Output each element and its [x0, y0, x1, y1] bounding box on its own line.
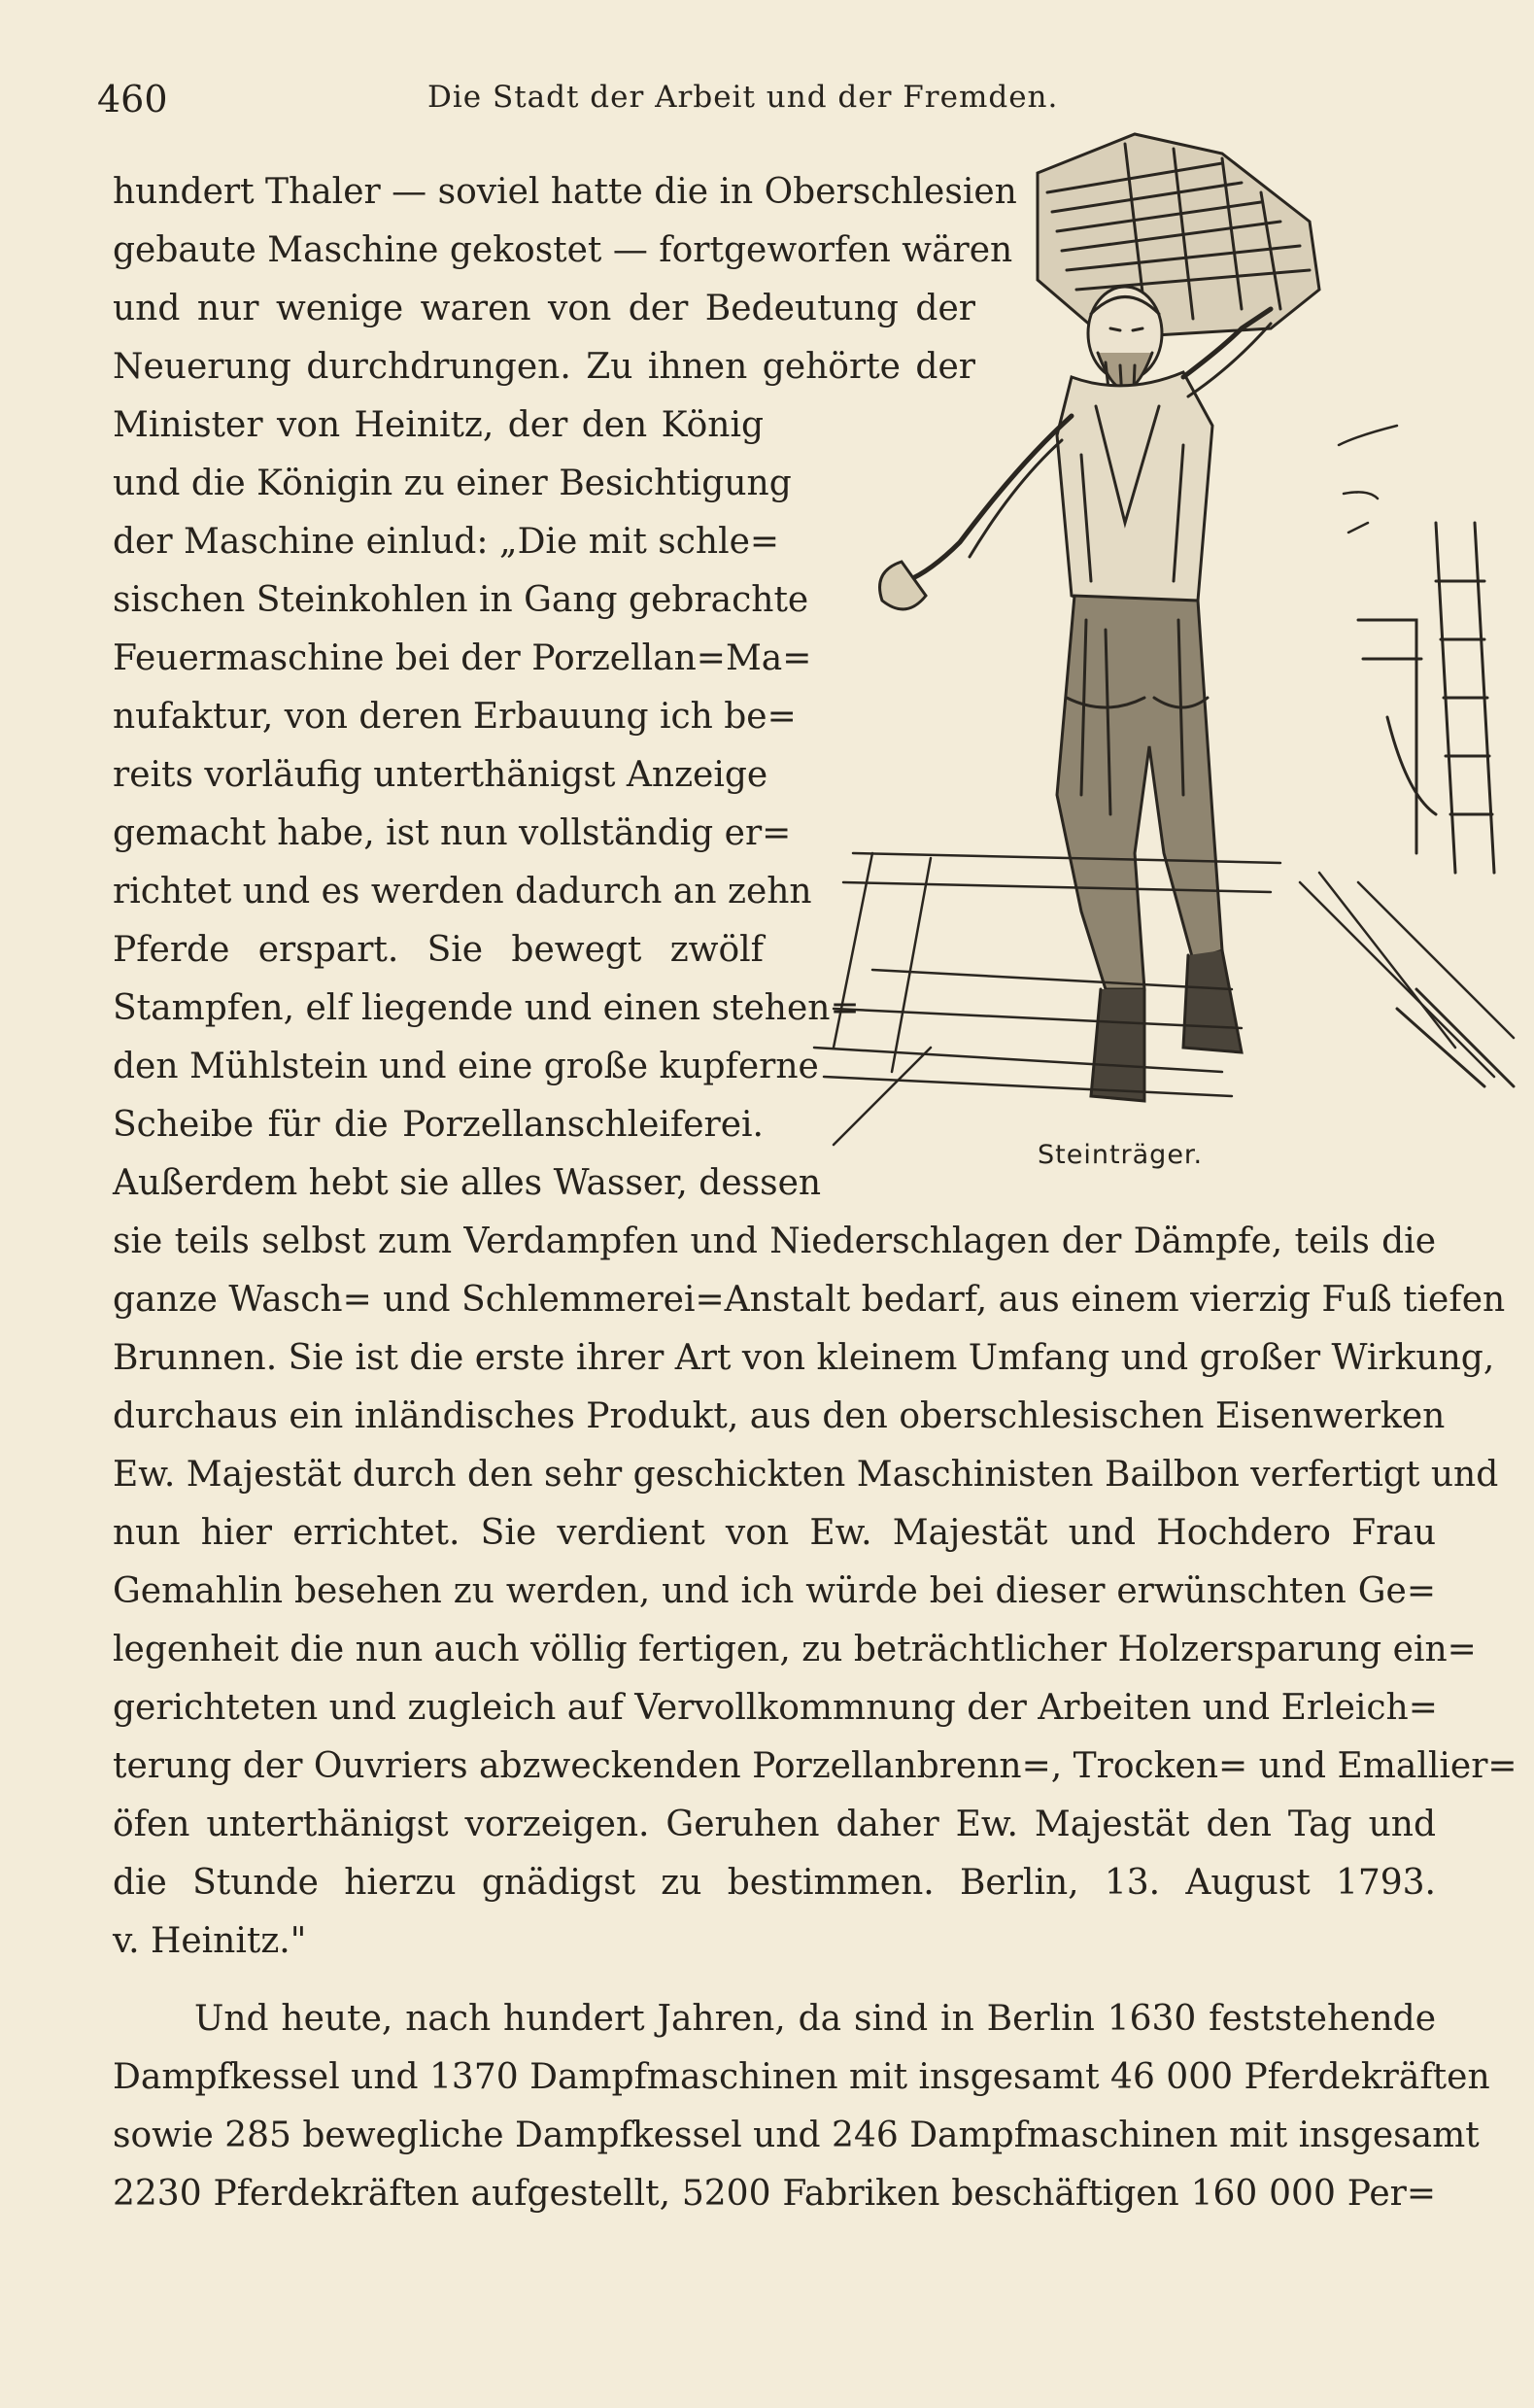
- text-line: legenheit die nun auch völlig fertigen, zu beträchtlicher Holzersparung ein=: [113, 1630, 1477, 1669]
- text-line: v. Heinitz.": [113, 1921, 307, 1961]
- text-line: Feuermaschine bei der Porzellan=Ma=: [113, 638, 812, 678]
- page-number: 460: [97, 78, 168, 120]
- text-line: reits vorläufig unterthänigst Anzeige: [113, 755, 768, 795]
- text-line: Minister von Heinitz, der den König: [113, 405, 764, 445]
- text-line: Stampfen, elf liegende und einen stehen=: [113, 988, 860, 1028]
- text-line: sischen Steinkohlen in Gang gebrachte: [113, 580, 809, 620]
- text-line: den Mühlstein und eine große kupferne: [113, 1047, 819, 1086]
- text-line: öfen unterthänigst vorzeigen. Geruhen daher Ew. Majestät den Tag und: [113, 1805, 1436, 1844]
- text-line: Gemahlin besehen zu werden, und ich würde bei dieser erwünschten Ge=: [113, 1571, 1436, 1611]
- text-line: Pferde erspart. Sie bewegt zwölf: [113, 930, 764, 970]
- text-line: terung der Ouvriers abzweckenden Porzellanbrenn=, Trocken= und Emallier=: [113, 1746, 1517, 1786]
- text-line: gemacht habe, ist nun vollständig er=: [113, 813, 792, 853]
- figure-caption: Steinträger.: [1038, 1140, 1204, 1170]
- text-line: Neuerung durchdrungen. Zu ihnen gehörte der: [113, 347, 975, 387]
- text-line: der Maschine einlud: „Die mit schle=: [113, 522, 780, 562]
- worker-torso: [1057, 372, 1212, 609]
- text-line: Brunnen. Sie ist die erste ihrer Art von kleinem Umfang und großer Wirkung,: [113, 1338, 1495, 1378]
- text-line: gerichteten und zugleich auf Vervollkommnung der Arbeiten und Erleich=: [113, 1688, 1438, 1728]
- text-line: nun hier errichtet. Sie verdient von Ew. Majestät und Hochdero Frau: [113, 1513, 1436, 1553]
- text-line: Ew. Majestät durch den sehr geschickten Maschinisten Bailbon verfertigt und: [113, 1455, 1499, 1495]
- scaffold-planks: [814, 853, 1514, 1145]
- text-line: und nur wenige waren von der Bedeutung der: [113, 289, 975, 328]
- ladder-frame: [1358, 523, 1514, 1086]
- running-title: Die Stadt der Arbeit und der Fremden.: [427, 80, 1059, 115]
- text-line: und die Königin zu einer Besichtigung: [113, 464, 792, 503]
- text-line: nufaktur, von deren Erbauung ich be=: [113, 697, 797, 737]
- worker-legs: [1057, 596, 1242, 1101]
- text-line: Außerdem hebt sie alles Wasser, dessen: [113, 1163, 822, 1203]
- text-line: Und heute, nach hundert Jahren, da sind in Berlin 1630 feststehende: [194, 1999, 1436, 2039]
- worker-arm: [880, 416, 1073, 609]
- text-line: 2230 Pferdekräften aufgestellt, 5200 Fabriken beschäftigen 160 000 Per=: [113, 2174, 1436, 2214]
- text-line: die Stunde hierzu gnädigst zu bestimmen. Berlin, 13. August 1793.: [113, 1863, 1436, 1903]
- text-line: sie teils selbst zum Verdampfen und Niederschlagen der Dämpfe, teils die: [113, 1221, 1436, 1261]
- brick-stack: [1038, 134, 1319, 338]
- text-line: Scheibe für die Porzellanschleiferei.: [113, 1105, 764, 1145]
- text-line: Dampfkessel und 1370 Dampfmaschinen mit insgesamt 46 000 Pferdekräften: [113, 2057, 1490, 2097]
- text-line: richtet und es werden dadurch an zehn: [113, 872, 812, 912]
- text-line: hundert Thaler — soviel hatte die in Oberschlesien: [113, 172, 1017, 212]
- text-line: ganze Wasch= und Schlemmerei=Anstalt bedarf, aus einem vierzig Fuß tiefen: [113, 1280, 1506, 1320]
- text-line: sowie 285 bewegliche Dampfkessel und 246 Dampfmaschinen mit insgesamt: [113, 2116, 1480, 2155]
- text-line: gebaute Maschine gekostet — fortgeworfen wären: [113, 230, 1013, 270]
- text-line: durchaus ein inländisches Produkt, aus den oberschlesischen Eisenwerken: [113, 1396, 1446, 1436]
- flying-marks: [1339, 426, 1397, 533]
